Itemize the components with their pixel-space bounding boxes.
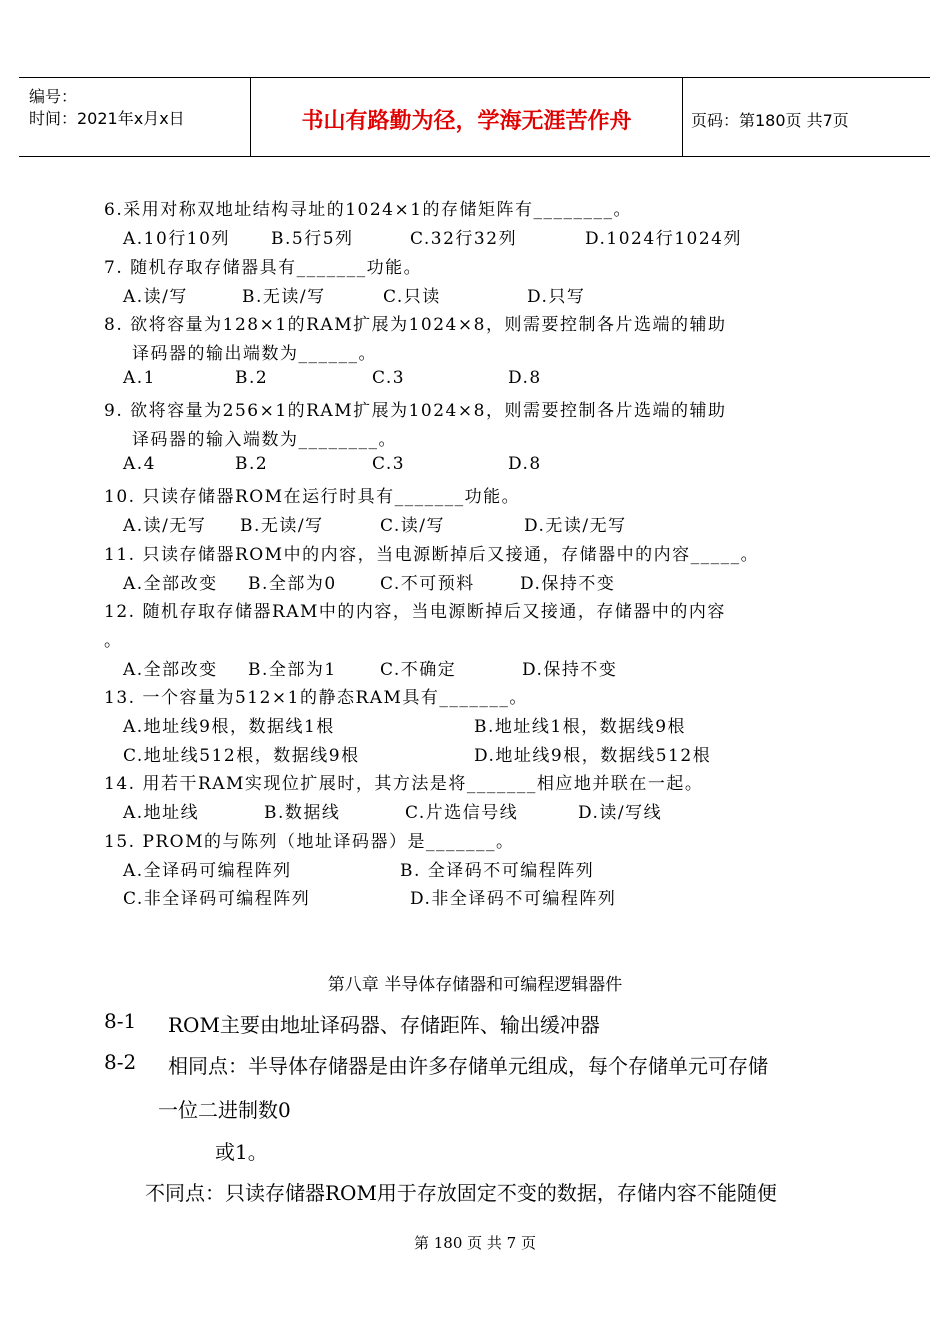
number-label: 编号： xyxy=(29,87,78,106)
option: D.保持不变 xyxy=(520,574,616,594)
question-8-continuation: 译码器的输出端数为______。 xyxy=(132,344,377,364)
question-9-continuation: 译码器的输入端数为________。 xyxy=(132,430,397,450)
document-header xyxy=(19,77,930,157)
option: A.地址线 xyxy=(123,803,200,823)
option: C.3 xyxy=(372,454,406,474)
option: C.地址线512根，数据线9根 xyxy=(123,746,360,766)
answer-8-2-line-3: 或1。 xyxy=(215,1140,268,1164)
question-6: 6.采用对称双地址结构寻址的1024×1的存储矩阵有________。 xyxy=(104,200,633,220)
option: B.2 xyxy=(235,368,269,388)
question-7: 7. 随机存取存储器具有_______功能。 xyxy=(104,258,423,278)
option: C.只读 xyxy=(383,287,441,307)
page-footer: 第 180 页 共 7 页 xyxy=(413,1234,536,1252)
option: D.无读/无写 xyxy=(524,516,627,536)
option: B.全部为1 xyxy=(248,660,337,680)
chapter-title: 第八章 半导体存储器和可编程逻辑器件 xyxy=(327,975,623,995)
option: C.片选信号线 xyxy=(405,803,519,823)
option: D.只写 xyxy=(527,287,586,307)
page-label: 页码：第180页 共7页 xyxy=(691,111,849,130)
question-8: 8. 欲将容量为128×1的RAM扩展为1024×8，则需要控制各片选端的辅助 xyxy=(104,315,727,335)
answer-8-1-text: ROM主要由地址译码器、存储距阵、输出缓冲器 xyxy=(168,1013,600,1037)
question-11: 11. 只读存储器ROM中的内容，当电源断掉后又接通，存储器中的内容_____。 xyxy=(104,545,760,565)
answer-difference-text: 不同点：只读存储器ROM用于存放固定不变的数据，存储内容不能随便 xyxy=(145,1181,777,1205)
option: C.32行32列 xyxy=(410,229,518,249)
option: B.2 xyxy=(235,454,269,474)
option: B.无读/写 xyxy=(242,287,326,307)
option: B. 全译码不可编程阵列 xyxy=(400,861,595,881)
option: C.不确定 xyxy=(380,660,457,680)
question-13: 13. 一个容量为512×1的静态RAM具有_______。 xyxy=(104,688,528,708)
option: D.读/写线 xyxy=(578,803,663,823)
question-12: 12. 随机存取存储器RAM中的内容，当电源断掉后又接通，存储器中的内容 xyxy=(104,602,726,622)
option: B.5行5列 xyxy=(271,229,354,249)
answer-8-2-line-2: 一位二进制数0 xyxy=(158,1098,291,1122)
option: D.非全译码不可编程阵列 xyxy=(410,889,617,909)
option: C.3 xyxy=(372,368,406,388)
option: D.地址线9根，数据线512根 xyxy=(474,746,712,766)
option: D.8 xyxy=(508,454,542,474)
option: D.1024行1024列 xyxy=(585,229,742,249)
answer-8-1-number: 8-1 xyxy=(104,1009,137,1033)
answer-8-2-text: 相同点：半导体存储器是由许多存储单元组成，每个存储单元可存储 xyxy=(168,1054,768,1078)
option: C.不可预料 xyxy=(380,574,475,594)
option: A.地址线9根，数据线1根 xyxy=(123,717,335,737)
option: A.10行10列 xyxy=(123,229,230,249)
option: B.地址线1根，数据线9根 xyxy=(474,717,687,737)
header-right-cell xyxy=(683,78,930,156)
header-left-cell xyxy=(19,78,251,156)
option: A.4 xyxy=(123,454,156,474)
answer-8-2-number: 8-2 xyxy=(104,1050,137,1074)
option: B.无读/写 xyxy=(240,516,324,536)
option: A.1 xyxy=(123,368,156,388)
option: A.全部改变 xyxy=(123,660,218,680)
option: D.8 xyxy=(508,368,542,388)
option: C.非全译码可编程阵列 xyxy=(123,889,311,909)
question-15: 15. PROM的与陈列（地址译码器）是_______。 xyxy=(104,832,515,852)
option: D.保持不变 xyxy=(522,660,618,680)
question-12-continuation: 。 xyxy=(104,631,123,651)
option: A.全译码可编程阵列 xyxy=(123,861,292,881)
question-14: 14. 用若干RAM实现位扩展时，其方法是将_______相应地并联在一起。 xyxy=(104,774,704,794)
option: A.读/写 xyxy=(123,287,188,307)
header-motto: 书山有路勤为径，学海无涯苦作舟 xyxy=(301,109,632,134)
option: C.读/写 xyxy=(380,516,446,536)
option: B.数据线 xyxy=(264,803,341,823)
option: A.全部改变 xyxy=(123,574,218,594)
question-9: 9. 欲将容量为256×1的RAM扩展为1024×8，则需要控制各片选端的辅助 xyxy=(104,401,727,421)
header-middle-cell xyxy=(251,78,683,156)
option: B.全部为0 xyxy=(248,574,337,594)
option: A.读/无写 xyxy=(123,516,207,536)
time-label: 时间：2021年x月x日 xyxy=(29,109,185,128)
question-10: 10. 只读存储器ROM在运行时具有_______功能。 xyxy=(104,487,521,507)
